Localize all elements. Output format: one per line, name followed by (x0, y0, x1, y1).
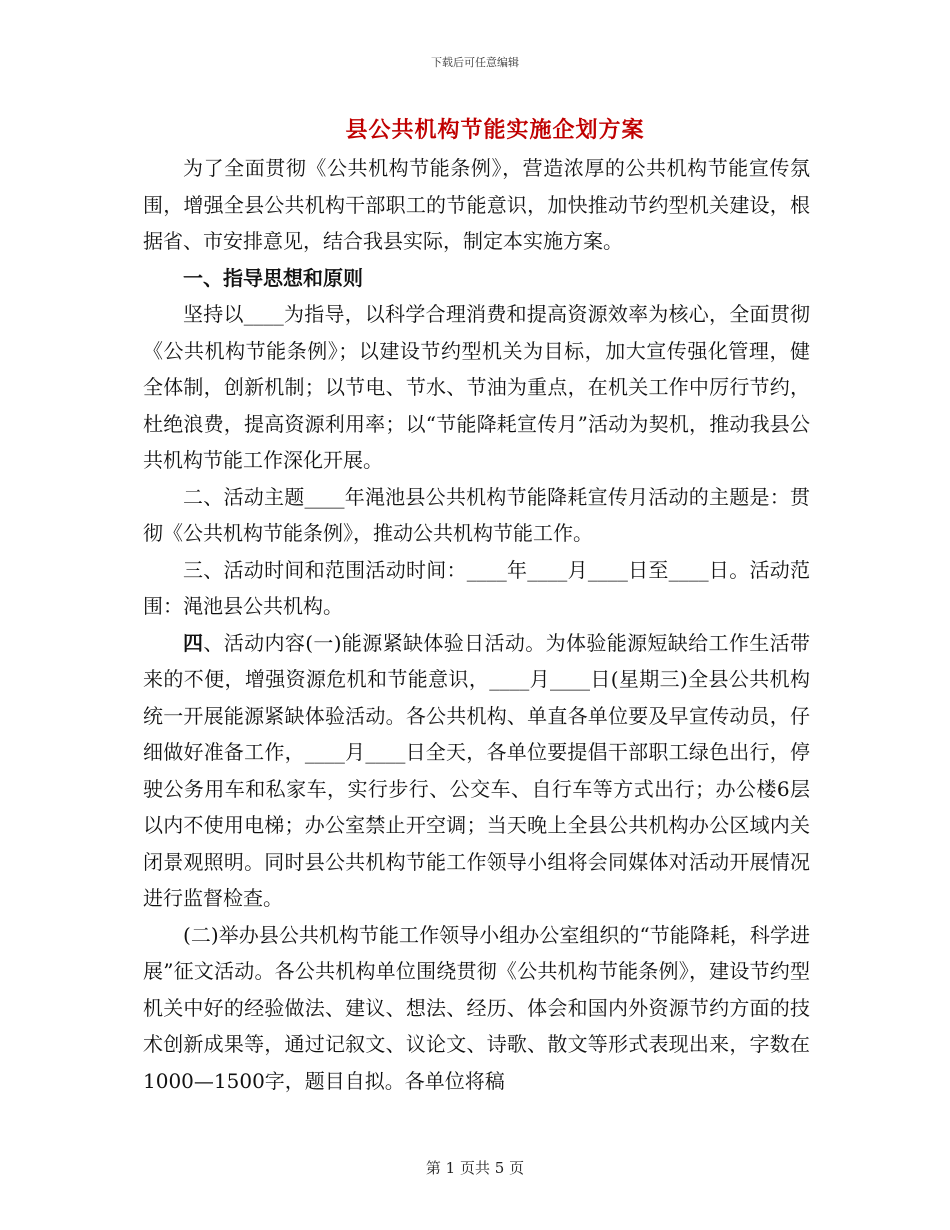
section4-label: 四 (183, 630, 204, 655)
intro-paragraph: 为了全面贯彻《公共机构节能条例》，营造浓厚的公共机构节能宣传氛围，增强全县公共机构干部职工的节能意识，加快推动节约型机关建设，根据省、市安排意见，结合我县实际，制定本实施方案。 (143, 156, 810, 253)
section2-paragraph: 二、活动主题____年渑池县公共机构节能降耗宣传月活动的主题是：贯彻《公共机构节能条例》，推动公共机构节能工作。 (143, 484, 810, 545)
section4-part2-paragraph: (二)举办县公共机构节能工作领导小组办公室组织的“节能降耗，科学进展”征文活动。各公共机构单位围绕贯彻《公共机构节能条例》，建设节约型机关中好的经验做法、建议、想法、经历、体会和国内外资源节约方面的技术创新成果等，通过记叙文、议论文、诗歌、散文等形式表现出来，字数在1000—1500字，题目自拟。各单位将稿 (143, 922, 810, 1093)
document-title: 县公共机构节能实施企划方案 (345, 117, 645, 143)
section1-paragraph: 坚持以____为指导，以科学合理消费和提高资源效率为核心，全面贯彻《公共机构节能条例》；以建设节约型机关为目标，加大宣传强化管理，健全体制，创新机制；以节电、节水、节油为重点，在机关工作中厉行节约，杜绝浪费，提高资源利用率；以“节能降耗宣传月”活动为契机，推动我县公共机构节能工作深化开展。 (143, 302, 810, 472)
document-body (143, 150, 810, 1099)
header-note: 下载后可任意编辑 (431, 56, 519, 69)
section3-paragraph: 三、活动时间和范围活动时间：____年____月____日至____日。活动范围：渑池县公共机构。 (143, 557, 810, 618)
section4-body: 、活动内容(一)能源紧缺体验日活动。为体验能源短缺给工作生活带来的不便，增强资源危机和节能意识，____月____日(星期三)全县公共机构统一开展能源紧缺体验活动。各公共机构、单直各单位要及早宣传动员，仔细做好准备工作，____月____日全天，各单位要提倡干部职工绿色出行，停驶公务用车和私家车，实行步行、公交车、自行车等方式出行；办公楼6层以内不使用电梯；办公室禁止开空调；当天晚上全县公共机构办公区域内关闭景观照明。同时县公共机构节能工作领导小组将会同媒体对活动开展情况进行监督检查。 (143, 630, 811, 910)
section4-paragraph (143, 625, 810, 917)
page-footer: 第 1 页共 5 页 (425, 1159, 525, 1177)
section1-heading: 一、指导思想和原则 (183, 265, 363, 290)
